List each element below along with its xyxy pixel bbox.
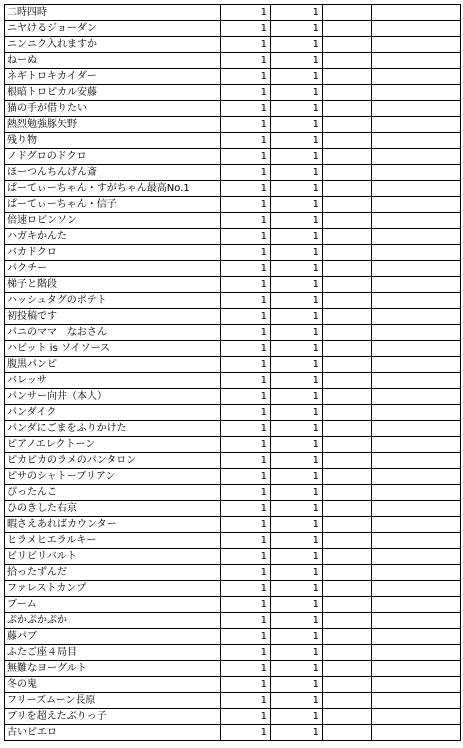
count-cell[interactable]: 1 xyxy=(271,581,323,597)
table-row xyxy=(5,261,461,277)
count-cell[interactable]: 1 xyxy=(271,213,323,229)
empty-cell[interactable] xyxy=(323,309,372,325)
name-cell[interactable]: ハガキかんた xyxy=(5,229,221,245)
empty-cell[interactable] xyxy=(323,181,372,197)
count-cell[interactable]: 1 xyxy=(221,373,271,389)
count-cell[interactable]: 1 xyxy=(221,261,271,277)
empty-cell[interactable] xyxy=(323,229,372,245)
count-cell[interactable]: 1 xyxy=(221,53,271,69)
name-cell[interactable]: バカドクロ xyxy=(5,245,221,261)
empty-cell[interactable] xyxy=(372,597,461,613)
empty-cell[interactable] xyxy=(323,581,372,597)
empty-cell[interactable] xyxy=(372,149,461,165)
name-cell[interactable]: ピサのシャトーブリアン xyxy=(5,469,221,485)
count-cell[interactable]: 1 xyxy=(221,469,271,485)
count-cell[interactable]: 1 xyxy=(221,101,271,117)
empty-cell[interactable] xyxy=(372,389,461,405)
table-row xyxy=(5,517,461,533)
empty-cell[interactable] xyxy=(323,709,372,725)
count-cell[interactable]: 1 xyxy=(221,229,271,245)
count-cell[interactable]: 1 xyxy=(271,533,323,549)
count-cell[interactable]: 1 xyxy=(271,517,323,533)
table-row xyxy=(5,69,461,85)
empty-cell[interactable] xyxy=(372,693,461,709)
empty-cell[interactable] xyxy=(372,517,461,533)
count-cell[interactable]: 1 xyxy=(221,725,271,741)
name-cell[interactable]: ヒラメヒエラルキー xyxy=(5,533,221,549)
count-cell[interactable]: 1 xyxy=(221,437,271,453)
table-row xyxy=(5,565,461,581)
count-cell[interactable]: 1 xyxy=(221,501,271,517)
count-cell[interactable]: 1 xyxy=(271,453,323,469)
name-cell[interactable]: 初投稿です xyxy=(5,309,221,325)
count-cell[interactable]: 1 xyxy=(221,133,271,149)
name-cell[interactable]: 猫の手が借りたい xyxy=(5,101,221,117)
count-cell[interactable]: 1 xyxy=(221,85,271,101)
empty-cell[interactable] xyxy=(323,677,372,693)
table-row xyxy=(5,661,461,677)
name-cell[interactable]: 熱烈勉強豚矢野 xyxy=(5,117,221,133)
count-cell[interactable]: 1 xyxy=(271,181,323,197)
name-cell[interactable]: 無難なヨーグルト xyxy=(5,661,221,677)
empty-cell[interactable] xyxy=(372,101,461,117)
name-cell[interactable]: ひのきした右京 xyxy=(5,501,221,517)
count-cell[interactable]: 1 xyxy=(271,37,323,53)
count-cell[interactable]: 1 xyxy=(271,85,323,101)
empty-cell[interactable] xyxy=(323,213,372,229)
count-cell[interactable]: 1 xyxy=(271,309,323,325)
count-cell[interactable]: 1 xyxy=(221,117,271,133)
count-cell[interactable]: 1 xyxy=(271,69,323,85)
count-cell[interactable]: 1 xyxy=(271,565,323,581)
empty-cell[interactable] xyxy=(372,709,461,725)
table-row xyxy=(5,293,461,309)
count-cell[interactable]: 1 xyxy=(271,245,323,261)
empty-cell[interactable] xyxy=(372,53,461,69)
name-cell[interactable]: 二時四時 xyxy=(5,5,221,21)
empty-cell[interactable] xyxy=(372,293,461,309)
table-row xyxy=(5,549,461,565)
table-row xyxy=(5,725,461,741)
count-cell[interactable]: 1 xyxy=(271,341,323,357)
count-cell[interactable]: 1 xyxy=(271,485,323,501)
count-cell[interactable]: 1 xyxy=(221,165,271,181)
empty-cell[interactable] xyxy=(323,533,372,549)
empty-cell[interactable] xyxy=(372,117,461,133)
count-cell[interactable]: 1 xyxy=(271,133,323,149)
name-cell[interactable]: ねーぬ xyxy=(5,53,221,69)
count-cell[interactable]: 1 xyxy=(271,437,323,453)
empty-cell[interactable] xyxy=(323,629,372,645)
count-cell[interactable]: 1 xyxy=(221,341,271,357)
name-cell[interactable]: ニンニク入れますか xyxy=(5,37,221,53)
name-cell[interactable]: パンダイク xyxy=(5,405,221,421)
empty-cell[interactable] xyxy=(372,533,461,549)
empty-cell[interactable] xyxy=(323,357,372,373)
empty-cell[interactable] xyxy=(372,725,461,741)
empty-cell[interactable] xyxy=(372,645,461,661)
empty-cell[interactable] xyxy=(323,549,372,565)
count-cell[interactable]: 1 xyxy=(271,613,323,629)
count-cell[interactable]: 1 xyxy=(221,597,271,613)
table-row xyxy=(5,613,461,629)
table-row xyxy=(5,629,461,645)
empty-cell[interactable] xyxy=(372,37,461,53)
name-cell[interactable]: ネギトロキカイダー xyxy=(5,69,221,85)
count-cell[interactable]: 1 xyxy=(271,629,323,645)
count-cell[interactable]: 1 xyxy=(221,5,271,21)
count-cell[interactable]: 1 xyxy=(221,37,271,53)
table-row xyxy=(5,341,461,357)
name-cell[interactable]: 拾ったずんだ xyxy=(5,565,221,581)
count-cell[interactable]: 1 xyxy=(221,693,271,709)
table-row xyxy=(5,597,461,613)
count-cell[interactable]: 1 xyxy=(221,277,271,293)
empty-cell[interactable] xyxy=(372,629,461,645)
count-cell[interactable]: 1 xyxy=(221,453,271,469)
empty-cell[interactable] xyxy=(323,101,372,117)
count-cell[interactable]: 1 xyxy=(271,53,323,69)
table-row xyxy=(5,357,461,373)
empty-cell[interactable] xyxy=(372,677,461,693)
name-cell[interactable]: 梯子と階段 xyxy=(5,277,221,293)
empty-cell[interactable] xyxy=(372,277,461,293)
count-cell[interactable]: 1 xyxy=(271,597,323,613)
count-cell[interactable]: 1 xyxy=(221,549,271,565)
table-row xyxy=(5,677,461,693)
empty-cell[interactable] xyxy=(323,325,372,341)
empty-cell[interactable] xyxy=(372,373,461,389)
count-cell[interactable]: 1 xyxy=(271,373,323,389)
count-cell[interactable]: 1 xyxy=(271,229,323,245)
empty-cell[interactable] xyxy=(372,565,461,581)
count-cell[interactable]: 1 xyxy=(271,117,323,133)
count-cell[interactable]: 1 xyxy=(271,469,323,485)
count-cell[interactable]: 1 xyxy=(271,693,323,709)
table-row xyxy=(5,405,461,421)
empty-cell[interactable] xyxy=(372,325,461,341)
empty-cell[interactable] xyxy=(323,565,372,581)
empty-cell[interactable] xyxy=(323,53,372,69)
count-cell[interactable]: 1 xyxy=(221,21,271,37)
table-row xyxy=(5,101,461,117)
name-cell[interactable]: 冬の鬼 xyxy=(5,677,221,693)
empty-cell[interactable] xyxy=(323,613,372,629)
count-cell[interactable]: 1 xyxy=(271,661,323,677)
count-cell[interactable]: 1 xyxy=(221,405,271,421)
name-cell[interactable]: ニヤけるジョーダン xyxy=(5,21,221,37)
empty-cell[interactable] xyxy=(323,469,372,485)
name-cell[interactable]: フリーズムーン長原 xyxy=(5,693,221,709)
table-row xyxy=(5,133,461,149)
name-cell[interactable]: パンサー向井（本人） xyxy=(5,389,221,405)
name-cell[interactable]: バレッサ xyxy=(5,373,221,389)
count-cell[interactable]: 1 xyxy=(221,709,271,725)
empty-cell[interactable] xyxy=(323,405,372,421)
empty-cell[interactable] xyxy=(323,437,372,453)
empty-cell[interactable] xyxy=(372,405,461,421)
empty-cell[interactable] xyxy=(372,341,461,357)
table-row xyxy=(5,581,461,597)
table-row xyxy=(5,213,461,229)
count-cell[interactable]: 1 xyxy=(271,21,323,37)
empty-cell[interactable] xyxy=(323,485,372,501)
count-cell[interactable]: 1 xyxy=(221,565,271,581)
count-cell[interactable]: 1 xyxy=(221,485,271,501)
table-row xyxy=(5,277,461,293)
table-row xyxy=(5,309,461,325)
table-row xyxy=(5,85,461,101)
table-row xyxy=(5,149,461,165)
empty-cell[interactable] xyxy=(323,501,372,517)
table-row xyxy=(5,37,461,53)
table-row xyxy=(5,709,461,725)
empty-cell[interactable] xyxy=(372,5,461,21)
empty-cell[interactable] xyxy=(372,261,461,277)
count-cell[interactable]: 1 xyxy=(271,165,323,181)
empty-cell[interactable] xyxy=(372,85,461,101)
empty-cell[interactable] xyxy=(323,421,372,437)
empty-cell[interactable] xyxy=(323,85,372,101)
empty-cell[interactable] xyxy=(372,661,461,677)
empty-cell[interactable] xyxy=(323,725,372,741)
count-cell[interactable]: 1 xyxy=(221,197,271,213)
name-cell[interactable]: ふたご座４局目 xyxy=(5,645,221,661)
empty-cell[interactable] xyxy=(323,293,372,309)
table-row xyxy=(5,197,461,213)
count-cell[interactable]: 1 xyxy=(221,357,271,373)
empty-cell[interactable] xyxy=(372,501,461,517)
count-cell[interactable]: 1 xyxy=(271,325,323,341)
count-cell[interactable]: 1 xyxy=(271,677,323,693)
name-cell[interactable]: 腹黒パンピ xyxy=(5,357,221,373)
name-cell[interactable]: ハビット is ソイソース xyxy=(5,341,221,357)
empty-cell[interactable] xyxy=(372,549,461,565)
table-row xyxy=(5,373,461,389)
count-cell[interactable]: 1 xyxy=(221,533,271,549)
name-cell[interactable]: ぴったんこ xyxy=(5,485,221,501)
count-cell[interactable]: 1 xyxy=(221,245,271,261)
count-cell[interactable]: 1 xyxy=(271,501,323,517)
count-cell[interactable]: 1 xyxy=(221,421,271,437)
name-cell[interactable]: ぱーてぃーちゃん・すがちゃん最高No.1 xyxy=(5,181,221,197)
empty-cell[interactable] xyxy=(372,133,461,149)
empty-cell[interactable] xyxy=(372,421,461,437)
empty-cell[interactable] xyxy=(372,613,461,629)
name-cell[interactable]: ブーム xyxy=(5,597,221,613)
count-cell[interactable]: 1 xyxy=(221,293,271,309)
count-cell[interactable]: 1 xyxy=(221,629,271,645)
empty-cell[interactable] xyxy=(372,69,461,85)
empty-cell[interactable] xyxy=(323,165,372,181)
name-cell[interactable]: ブリを超えたぶりっ子 xyxy=(5,709,221,725)
empty-cell[interactable] xyxy=(323,261,372,277)
table-row xyxy=(5,229,461,245)
count-cell[interactable]: 1 xyxy=(271,149,323,165)
empty-cell[interactable] xyxy=(372,245,461,261)
table-row xyxy=(5,533,461,549)
name-cell[interactable]: パクチー xyxy=(5,261,221,277)
empty-cell[interactable] xyxy=(372,165,461,181)
name-cell[interactable]: パンダにごまをふりかけた xyxy=(5,421,221,437)
empty-cell[interactable] xyxy=(372,181,461,197)
empty-cell[interactable] xyxy=(323,693,372,709)
empty-cell[interactable] xyxy=(372,21,461,37)
empty-cell[interactable] xyxy=(372,357,461,373)
empty-cell[interactable] xyxy=(323,277,372,293)
table-row xyxy=(5,165,461,181)
empty-cell[interactable] xyxy=(323,5,372,21)
empty-cell[interactable] xyxy=(372,213,461,229)
table-row xyxy=(5,501,461,517)
count-cell[interactable]: 1 xyxy=(271,101,323,117)
name-cell[interactable]: 残り物 xyxy=(5,133,221,149)
empty-cell[interactable] xyxy=(372,229,461,245)
count-cell[interactable]: 1 xyxy=(221,325,271,341)
count-cell[interactable]: 1 xyxy=(221,69,271,85)
count-cell[interactable]: 1 xyxy=(221,645,271,661)
count-cell[interactable]: 1 xyxy=(221,149,271,165)
table-row xyxy=(5,469,461,485)
count-cell[interactable]: 1 xyxy=(271,421,323,437)
spreadsheet-table xyxy=(4,4,461,741)
name-cell[interactable]: 倍速ロビンソン xyxy=(5,213,221,229)
empty-cell[interactable] xyxy=(372,581,461,597)
count-cell[interactable]: 1 xyxy=(271,549,323,565)
count-cell[interactable]: 1 xyxy=(221,181,271,197)
empty-cell[interactable] xyxy=(323,645,372,661)
table-row xyxy=(5,5,461,21)
table-row xyxy=(5,389,461,405)
count-cell[interactable]: 1 xyxy=(271,5,323,21)
count-cell[interactable]: 1 xyxy=(221,581,271,597)
table-row xyxy=(5,437,461,453)
count-cell[interactable]: 1 xyxy=(221,661,271,677)
empty-cell[interactable] xyxy=(323,69,372,85)
table-row xyxy=(5,453,461,469)
name-cell[interactable]: ビリビリバルト xyxy=(5,549,221,565)
table-row xyxy=(5,485,461,501)
empty-cell[interactable] xyxy=(323,133,372,149)
name-cell[interactable]: ほーつんちんげん斎 xyxy=(5,165,221,181)
name-cell[interactable]: ピアノエレクトーン xyxy=(5,437,221,453)
count-cell[interactable]: 1 xyxy=(221,389,271,405)
empty-cell[interactable] xyxy=(323,197,372,213)
table-row xyxy=(5,693,461,709)
table-row xyxy=(5,325,461,341)
empty-cell[interactable] xyxy=(323,21,372,37)
name-cell[interactable]: ピカピカのラメのパンタロン xyxy=(5,453,221,469)
table-row xyxy=(5,117,461,133)
name-cell[interactable]: ハッシュタグのポテト xyxy=(5,293,221,309)
empty-cell[interactable] xyxy=(323,661,372,677)
empty-cell[interactable] xyxy=(323,389,372,405)
name-cell[interactable]: ファレストカンプ xyxy=(5,581,221,597)
count-cell[interactable]: 1 xyxy=(271,405,323,421)
count-cell[interactable]: 1 xyxy=(221,213,271,229)
count-cell[interactable]: 1 xyxy=(221,677,271,693)
count-cell[interactable]: 1 xyxy=(271,389,323,405)
count-cell[interactable]: 1 xyxy=(271,357,323,373)
empty-cell[interactable] xyxy=(323,245,372,261)
empty-cell[interactable] xyxy=(323,117,372,133)
empty-cell[interactable] xyxy=(323,453,372,469)
table-body xyxy=(5,5,461,741)
count-cell[interactable]: 1 xyxy=(271,293,323,309)
table-row xyxy=(5,245,461,261)
name-cell[interactable]: ぱーてぃーちゃん・信子 xyxy=(5,197,221,213)
count-cell[interactable]: 1 xyxy=(221,613,271,629)
count-cell[interactable]: 1 xyxy=(221,517,271,533)
count-cell[interactable]: 1 xyxy=(271,197,323,213)
empty-cell[interactable] xyxy=(372,437,461,453)
empty-cell[interactable] xyxy=(323,517,372,533)
empty-cell[interactable] xyxy=(372,469,461,485)
name-cell[interactable]: 藤パブ xyxy=(5,629,221,645)
count-cell[interactable]: 1 xyxy=(271,725,323,741)
table-row xyxy=(5,645,461,661)
name-cell[interactable]: 根暗トロピカル安藤 xyxy=(5,85,221,101)
count-cell[interactable]: 1 xyxy=(271,277,323,293)
table-row xyxy=(5,21,461,37)
name-cell[interactable]: ノドグロのドクロ xyxy=(5,149,221,165)
empty-cell[interactable] xyxy=(323,149,372,165)
table-row xyxy=(5,421,461,437)
empty-cell[interactable] xyxy=(372,453,461,469)
name-cell[interactable]: ぷかぷかぷか xyxy=(5,613,221,629)
table-row xyxy=(5,181,461,197)
count-cell[interactable]: 1 xyxy=(271,709,323,725)
table-row xyxy=(5,53,461,69)
name-cell[interactable]: 古いピエロ xyxy=(5,725,221,741)
empty-cell[interactable] xyxy=(323,341,372,357)
empty-cell[interactable] xyxy=(323,597,372,613)
name-cell[interactable]: 暇さえあればカウンター xyxy=(5,517,221,533)
empty-cell[interactable] xyxy=(372,309,461,325)
count-cell[interactable]: 1 xyxy=(271,645,323,661)
empty-cell[interactable] xyxy=(323,373,372,389)
name-cell[interactable]: パニのママ なおさん xyxy=(5,325,221,341)
empty-cell[interactable] xyxy=(372,485,461,501)
empty-cell[interactable] xyxy=(372,197,461,213)
count-cell[interactable]: 1 xyxy=(221,309,271,325)
empty-cell[interactable] xyxy=(323,37,372,53)
count-cell[interactable]: 1 xyxy=(271,261,323,277)
